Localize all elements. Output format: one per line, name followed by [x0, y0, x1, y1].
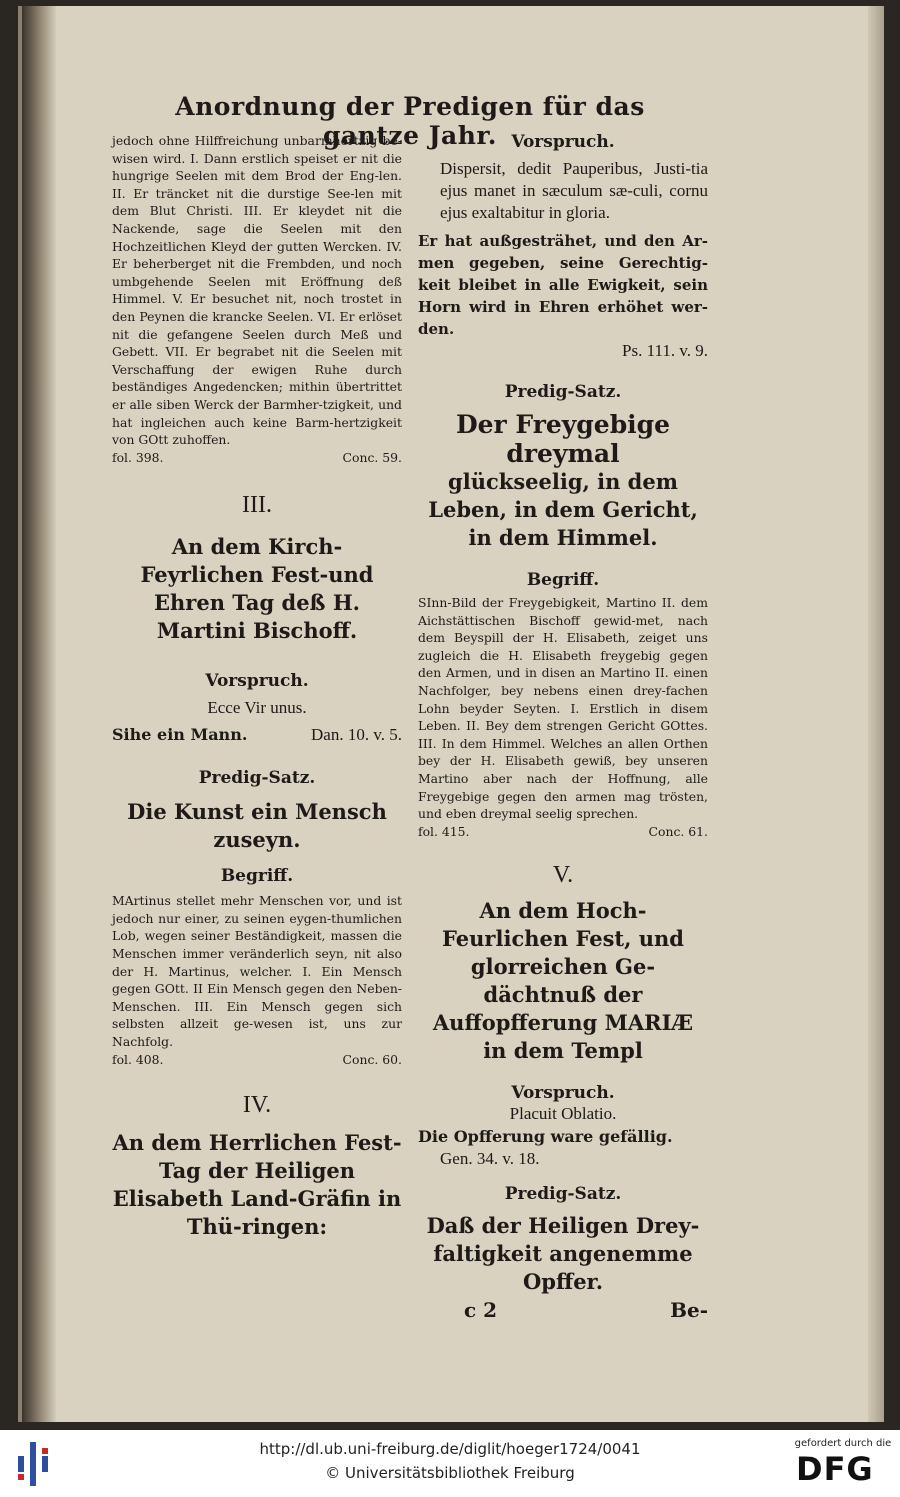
section-5-numeral: V. — [552, 862, 574, 889]
section-5-vorspruch-label: Vorspruch. — [511, 1083, 615, 1104]
section-3-german: Sihe ein Mann. — [112, 725, 248, 745]
section-5-german: Die Opfferung ware gefällig. — [418, 1127, 673, 1147]
section-3-german-row — [112, 723, 402, 746]
dfg-logo[interactable]: DFG — [796, 1450, 874, 1488]
right-predig-label: Predig-Satz. — [504, 382, 622, 402]
right-german-verse: Er hat außgesträhet, und den Ar-men gegeben, seine Gerechtig-keit bleibet in alle Ewigkeit, sein Horn wird in Ehren erhöhet wer-den. — [418, 232, 708, 338]
right-predig-title-big: Der Freygebige dreymal — [455, 410, 671, 468]
section-5-latin: Placuit Oblatio. — [509, 1104, 617, 1124]
section-3-predig-label: Predig-Satz. — [198, 768, 316, 789]
section-4-numeral: IV. — [242, 1092, 272, 1119]
section-3-vorspruch-label: Vorspruch. — [205, 671, 309, 692]
section-5-title: An dem Hoch-Feurlichen Fest, und glorreichen Ge-dächtnuß der Auffopfferung MARIÆ in dem Templ — [432, 898, 694, 1064]
running-header: Anordnung der Predigen für das gantze Jahr. — [175, 92, 645, 150]
section-5-predig-title: Daß der Heiligen Drey-faltigkeit angenemme Opffer. — [426, 1213, 700, 1295]
section-4-title: An dem Herrlichen Fest-Tag der Heiligen Elisabeth Land-Gräfin in Thü-ringen: — [112, 1130, 402, 1240]
page-catchword: Be- — [670, 1298, 708, 1323]
page-signature: c 2 — [464, 1298, 498, 1323]
viewer-footer — [0, 1430, 900, 1497]
left-top-citation — [112, 449, 402, 467]
section-3-latin: Ecce Vir unus. — [207, 698, 307, 718]
right-vorspruch-label: Vorspruch. — [511, 132, 615, 152]
section-3-citation — [112, 1051, 402, 1069]
right-begriff-fol: fol. 415. — [418, 823, 470, 839]
section-3-conc: Conc. 60. — [342, 1051, 402, 1067]
left-top-paragraph: jedoch ohne Hilffreichung unbarmhertzig be-wisen wird. I. Dann erstlich speiset er nit die hungrige Seelen mit dem Brod der Eng-len. II. Er träncket nit die durstige See-len mit dem Blut Christi. III. Er kleydet nit die Nackende, sage die Seelen mit den Hochzeitlichen Kleyd der gutten Wercken. IV. Er beherberget nit die Frembden, und noch umbgehende Seelen mit Eröffnung deß Himmel. V. Er besuchet nit, noch trostet in den Peynen die krancke Seelen. VI. Er erlöset nit die gefangene Seelen durch Meß und Gebett. VII. Er begrabet nit die Seelen mit Verschaffung der ewigen Ruhe durch beständiges Angedencken; mithin übertrittet er alle siben Werck der Barmher-tzigkeit, und hat ingleichen auch keine Barm-hertzigkeit von GOtt zuhoffen. — [112, 133, 402, 448]
left-top-fol: fol. 398. — [112, 449, 164, 465]
page-edge — [868, 6, 884, 1422]
left-top-ref: Conc. 59. — [342, 449, 402, 465]
page-gutter — [22, 6, 56, 1422]
section-3-begriff-label: Begriff. — [220, 866, 294, 887]
right-latin-verse: Dispersit, dedit Pauperibus, Justi-tia ejus manet in sæculum sæ-culi, cornu ejus exaltabitur in gloria. — [440, 159, 708, 222]
funder-caption: gefordert durch die — [794, 1438, 892, 1449]
section-3-ref: Dan. 10. v. 5. — [311, 725, 402, 745]
section-3-fol: fol. 408. — [112, 1051, 164, 1067]
section-3-begriff: MArtinus stellet mehr Menschen vor, und ist jedoch nur einer, zu seinen eygen-thumlichen Lob, wegen seiner Beständigkeit, massen die Menschen immer veränderlich seyn, nit also der H. Martinus, welcher. I. Ein Mensch gegen GOtt. II Ein Mensch gegen den Neben-Menschen. III. Ein Mensch gegen sich selbsten allzeit ge-wesen ist, uns zur Nachfolg. — [112, 893, 402, 1050]
section-5-predig-label: Predig-Satz. — [504, 1184, 622, 1205]
right-predig-title-rest: glückseelig, in dem Leben, in dem Gericht, in dem Himmel. — [428, 469, 698, 550]
section-5-ref: Gen. 34. v. 18. — [440, 1149, 540, 1169]
right-german-ref: Ps. 111. v. 9. — [622, 341, 708, 360]
right-begriff: SInn-Bild der Freygebigkeit, Martino II. dem Aichstättischen Bischoff gewid-met, nach dem Beyspill der H. Elisabeth, zeiget uns zugleich die H. Elisabeth freygebig gegen den Armen, und in disen an Martino II. einen Nachfolger, bey nebens einen drey-fachen Lohn beyder Seyten. I. Erstlich in disem Leben. II. Bey dem strengen Gericht GOttes. III. In dem Himmel. Welches an allen Orthen bey der H. Elisabeth gewiß, bey unseren Martino aber nach der Hoffnung, alle Freygebige gegen den armen mag trösten, und eben dreymal seelig sprechen. — [418, 595, 708, 822]
section-3-title: An dem Kirch-Feyrlichen Fest-und Ehren Tag deß H. Martini Bischoff. — [140, 534, 374, 644]
left-column — [112, 132, 402, 1241]
section-3-predig-title: Die Kunst ein Mensch zuseyn. — [127, 799, 387, 853]
section-3-numeral: III. — [242, 492, 272, 519]
right-begriff-citation — [418, 823, 708, 841]
right-begriff-label: Begriff. — [526, 570, 600, 590]
copyright-notice: © Universitätsbibliothek Freiburg — [325, 1464, 575, 1482]
permalink-url[interactable]: http://dl.ub.uni-freiburg.de/diglit/hoeger1724/0041 — [259, 1440, 641, 1458]
page-signature-row — [418, 1298, 708, 1322]
right-column — [418, 132, 708, 1322]
right-begriff-conc: Conc. 61. — [648, 823, 708, 839]
